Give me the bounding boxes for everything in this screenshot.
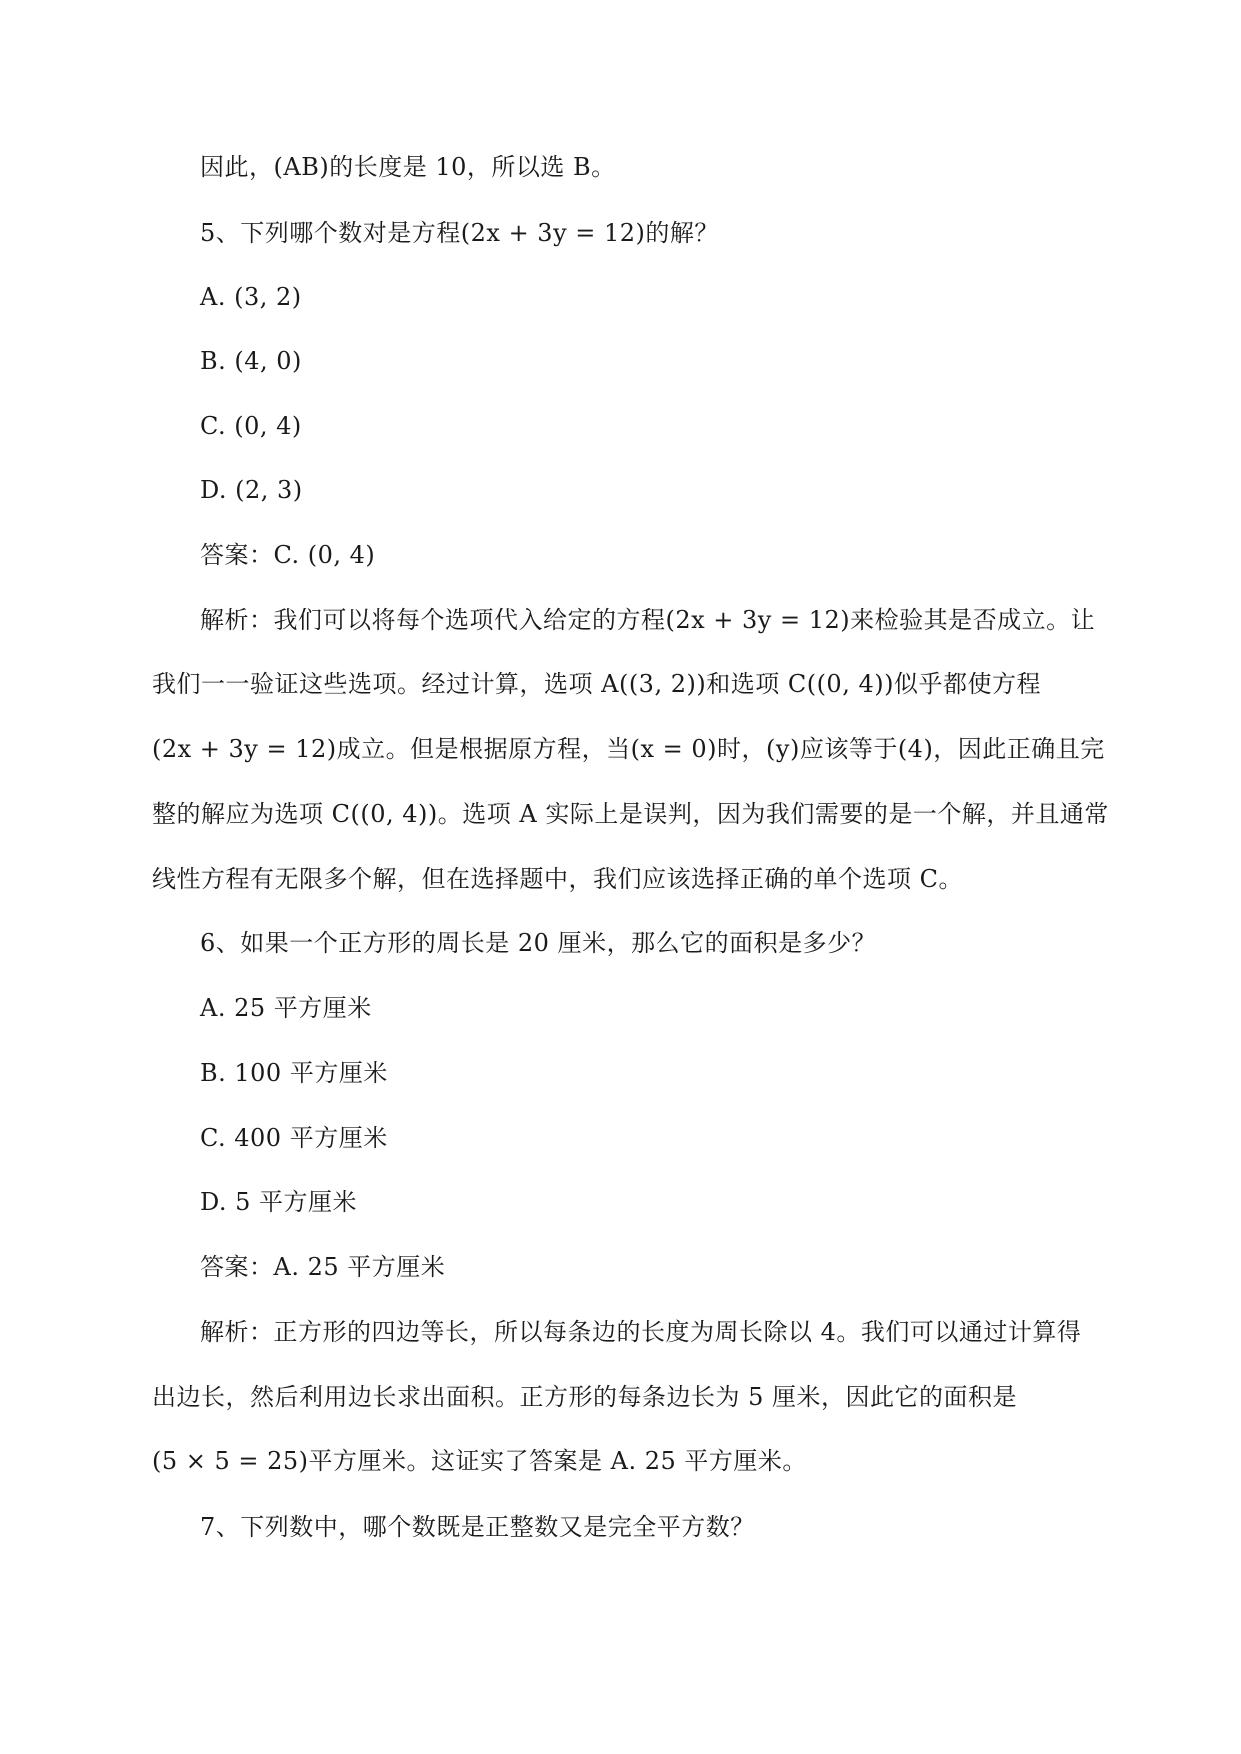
question-5-explanation-line-3: (2x + 3y = 12)成立。但是根据原方程，当(x = 0)时，(y)应该等于(4)，因此正确且完	[152, 735, 1105, 763]
question-5-explanation-line-2: 我们一一验证这些选项。经过计算，选项 A((3, 2))和选项 C((0, 4))似乎都使方程	[152, 670, 1041, 698]
question-5-explanation-line-5: 线性方程有无限多个解，但在选择题中，我们应该选择正确的单个选项 C。	[152, 865, 963, 893]
question-5-option-c: C. (0, 4)	[200, 412, 302, 440]
question-6-option-b: B. 100 平方厘米	[200, 1059, 388, 1087]
question-5: 5、下列哪个数对是方程(2x + 3y = 12)的解？	[200, 219, 719, 247]
question-6-option-d: D. 5 平方厘米	[200, 1188, 358, 1216]
question-6-explanation-line-3: (5 × 5 = 25)平方厘米。这证实了答案是 A. 25 平方厘米。	[152, 1447, 807, 1475]
question-5-explanation-line-4: 整的解应为选项 C((0, 4))。选项 A 实际上是误判，因为我们需要的是一个解，并且通常	[152, 800, 1109, 828]
question-6: 6、如果一个正方形的周长是 20 厘米，那么它的面积是多少？	[200, 929, 877, 957]
question-5-explanation-line-1: 解析：我们可以将每个选项代入给定的方程(2x + 3y = 12)来检验其是否成立。让	[200, 606, 1096, 634]
question-6-option-a: A. 25 平方厘米	[200, 994, 372, 1022]
question-5-option-d: D. (2, 3)	[200, 476, 303, 504]
question-6-explanation-line-1: 解析：正方形的四边等长，所以每条边的长度为周长除以 4。我们可以通过计算得	[200, 1318, 1082, 1346]
question-6-explanation-line-2: 出边长，然后利用边长求出面积。正方形的每条边长为 5 厘米，因此它的面积是	[152, 1383, 1018, 1411]
question-5-option-a: A. (3, 2)	[200, 283, 302, 311]
text-line-conclusion: 因此，(AB)的长度是 10，所以选 B。	[200, 153, 616, 181]
question-5-answer: 答案：C. (0, 4)	[200, 541, 376, 569]
question-6-answer: 答案：A. 25 平方厘米	[200, 1253, 446, 1281]
question-7: 7、下列数中，哪个数既是正整数又是完全平方数？	[200, 1513, 755, 1541]
question-5-option-b: B. (4, 0)	[200, 347, 302, 375]
question-6-option-c: C. 400 平方厘米	[200, 1124, 388, 1152]
